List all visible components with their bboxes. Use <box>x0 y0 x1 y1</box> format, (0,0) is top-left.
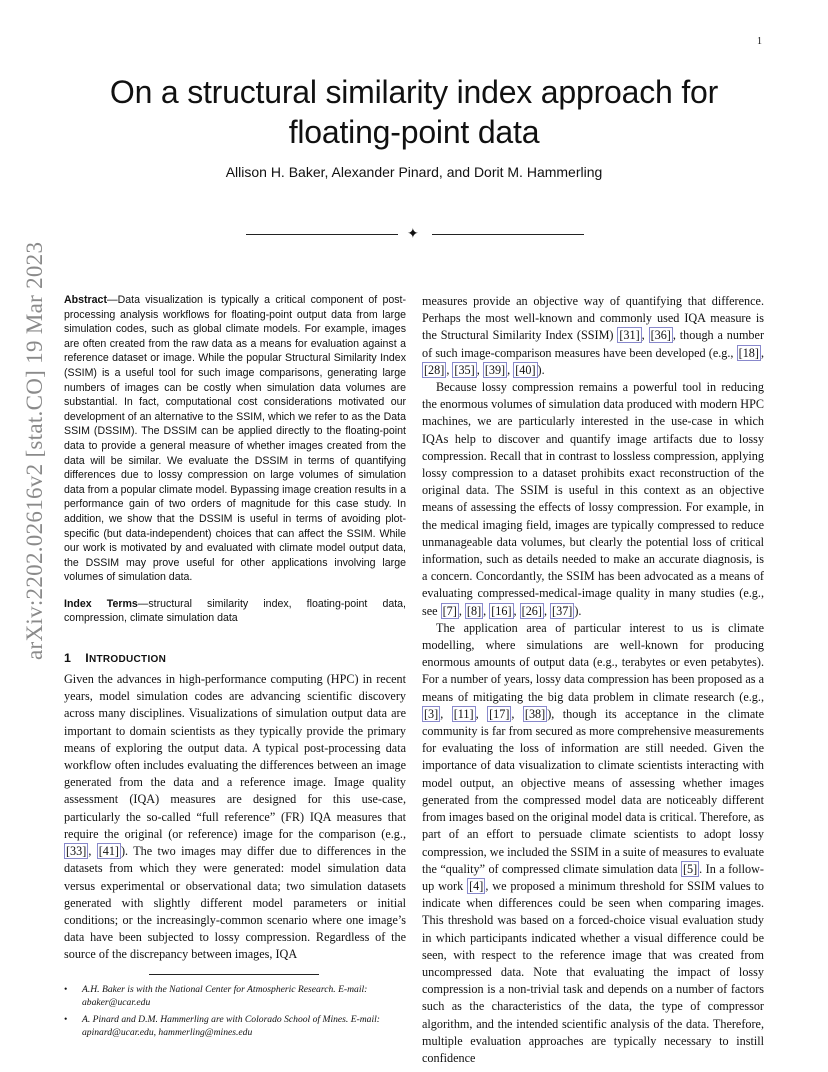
text-run: , <box>511 706 523 721</box>
divider-star-icon: ✦ <box>407 226 419 242</box>
citation-link[interactable]: [40] <box>515 362 536 377</box>
citation-link[interactable]: [36] <box>650 328 671 343</box>
title-divider <box>246 228 584 242</box>
paper-title: On a structural similarity index approach for floating-point data <box>109 74 719 150</box>
divider-line-right <box>432 234 584 235</box>
section-title-initial: I <box>85 651 89 666</box>
text-run: , <box>543 603 551 618</box>
section-number: 1 <box>64 651 72 666</box>
citation-link[interactable]: [33] <box>66 844 87 859</box>
text-run: , <box>760 345 764 360</box>
citation-link[interactable]: [31] <box>619 328 640 343</box>
text-run: , <box>641 328 649 343</box>
right-column <box>422 293 764 1067</box>
text-run: , <box>483 603 490 618</box>
page-number: 1 <box>757 36 762 47</box>
body-paragraph <box>422 620 764 1067</box>
abstract-label: Abstract <box>64 294 107 306</box>
text-run: ). <box>574 603 582 618</box>
text-run: , <box>446 362 453 377</box>
intro-paragraph <box>64 671 406 963</box>
text-run: , <box>440 706 452 721</box>
citation-link[interactable]: [7] <box>442 603 457 618</box>
index-terms-text: —structural similarity index, floating-point data, compression, climate simulation data <box>64 597 406 625</box>
text-run: , though a number of such image-comparison measures have been developed (e.g., <box>422 328 764 360</box>
text-run: , <box>507 362 514 377</box>
body-paragraph <box>422 293 764 379</box>
text-run: ). The two images may differ due to differences in the datasets from which they were generated: model simulation data versus experimental or observational data; two simulation datasets generated with slightly different model parameters or initial conditions; or the increasingly-common scenario where one image’s data have been subjected to lossy compression. Regardless of the source of the discrepancy between images, IQA <box>64 844 406 962</box>
text-run: , <box>476 362 483 377</box>
citation-link[interactable]: [41] <box>98 844 119 859</box>
arxiv-identifier: arXiv:2202.02616v2 [stat.CO] 19 Mar 2023 <box>22 241 47 660</box>
citation-link[interactable]: [37] <box>552 603 573 618</box>
citation-link[interactable]: [38] <box>524 706 546 721</box>
citation-link[interactable]: [16] <box>491 603 512 618</box>
citation-link[interactable]: [17] <box>489 706 510 721</box>
citation-link[interactable]: [39] <box>484 362 506 377</box>
author-list: Allison H. Baker, Alexander Pinard, and Dorit M. Hammerling <box>225 164 603 180</box>
body-paragraph <box>422 379 764 620</box>
text-run: . In a follow-up work <box>422 861 764 893</box>
text-run: measures provide an objective way of quantifying that difference. Perhaps the most well-known and commonly used IQA measure is the Structural Similarity Index (SSIM) <box>422 294 764 343</box>
index-terms-label: Index Terms <box>64 597 138 610</box>
citation-link[interactable]: [18] <box>738 345 759 360</box>
left-column <box>64 293 406 1043</box>
text-run: Given the advances in high-performance computing (HPC) in recent years, model simulation codes are advancing scientific discovery across many disciplines. Visualizations of simulation output data are important to domain scientists as they typically provide the primary means of exploring the output data. A typical post-processing data workflow often includes evaluating the differences between an image generated from the data and a reference image. Image quality assessment (IQA) measures are designed for this use-case, particularly the so-called “full reference” (FR) IQA measures that require the original (or reference) image for the comparison (e.g., <box>64 672 406 841</box>
abstract-text: —Data visualization is typically a critical component of post-processing analysis workflows for floating-point output data from large simulation codes, such as global climate models. For example, images are often created from the raw data as a means for evaluation against a reference dataset or image. While the popular Structural Similarity Index (SSIM) is a useful tool for such image comparisons, generating large numbers of images can be costly when simulation data volumes are substantial. In fact, computational cost considerations motivated our development of an alternative to the SSIM, which we refer to as the Data SSIM (DSSIM). The DSSIM can be applied directly to the floating-point data to provide a general measure of whether images created from the data will be similar. We evaluate the DSSIM in terms of quantifying differences due to lossy compression on large volumes of simulation data from a popular climate model. Bypassing image creation results in a performance gain of two orders of magnitude for this case study. In addition, we show that the DSSIM is useful in terms of avoiding plot-specific (but data-independent) choices that can affect the SSIM. While our work is motivated by and evaluated with climate model output data, the DSSIM may prove useful for other applications involving large volumes of simulation data. <box>64 294 406 584</box>
section-heading <box>64 651 406 665</box>
divider-line-left <box>246 234 398 235</box>
text-run: The application area of particular interest to us is climate modelling, where simulations are well-known for producing enormous amounts of output data (e.g., terabytes or even petabytes). For a number of years, lossy data compression has been proposed as a means of mitigating the big data problem in climate research (e.g., <box>422 620 764 704</box>
citation-link[interactable]: [4] <box>469 878 484 893</box>
citation-link[interactable]: [11] <box>453 706 474 721</box>
text-run: ). <box>537 362 545 377</box>
footnote-item: • A. Pinard and D.M. Hammerling are with Colorado School of Mines. E-mail: apinard@ucar.edu, hammerling@mines.edu <box>64 1013 406 1039</box>
text-run: , <box>458 603 465 618</box>
footnote-item: • A.H. Baker is with the National Center for Atmospheric Research. E-mail: abaker@ucar.edu <box>64 983 406 1009</box>
citation-link[interactable]: [35] <box>454 362 475 377</box>
text-run: , <box>88 844 97 859</box>
citation-link[interactable]: [28] <box>424 362 445 377</box>
text-run: , <box>475 706 488 721</box>
text-run: Because lossy compression remains a powerful tool in reducing the enormous volumes of simulation data produced with modern HPC machines, we are particularly interested in the use-case in which IQAs help to discover and quantify image artifacts due to lossy compression. Recall that in contrast to lossless compression, applying lossy compression to a dataset prohibits exact reconstruction of the original data. The SSIM is useful in this context as an objective means of assessing the effects of lossy compression. For example, in the medical imaging field, images are typically compressed to reduce unmanageable data volumes, but clearly the potential loss of critical information, such as details needed to make an accurate diagnosis, is a concern. Concordantly, the SSIM has been advocated as a means of evaluating compressed-medical-image quality in many studies (e.g., see <box>422 380 764 618</box>
footnote-rule <box>149 974 319 975</box>
text-run: ), though its acceptance in the climate community is far from secured as more comprehensive measurements for evaluating the loss of information are still needed. Given the importance of data visualization to climate scientists interacting with model output, an objective means of assessing whether images generated from the compressed model data are noticeably different from images based on the original model data is critical. Therefore, as part of an effort to persuade climate scientists to adopt lossy compression, we included the SSIM in a suite of measures to evaluate the “quality” of compressed climate simulation data <box>422 706 765 876</box>
citation-link[interactable]: [26] <box>521 603 542 618</box>
section-title-rest: NTRODUCTION <box>88 654 167 666</box>
citation-link[interactable]: [3] <box>424 706 439 721</box>
abstract <box>64 293 406 585</box>
citation-link[interactable]: [8] <box>466 603 482 618</box>
text-run: , we proposed a minimum threshold for SSIM values to indicate when differences could be seen when comparing images. This threshold was based on a forced-choice visual evaluation study in which participants indicated whether a visual difference could be seen, with respect to the reference image that was created from uncompressed data. Note that evaluating the impact of lossy compression is a non-trivial task and depends on a number of factors such as the characteristics of the data, the type of compressor algorithm, and the intended scientific analysis of the data. Therefore, multiple evaluation approaches are typically necessary to instill confidence <box>422 878 764 1065</box>
index-terms <box>64 597 406 626</box>
text-run: , <box>513 603 520 618</box>
citation-link[interactable]: [5] <box>682 861 698 876</box>
